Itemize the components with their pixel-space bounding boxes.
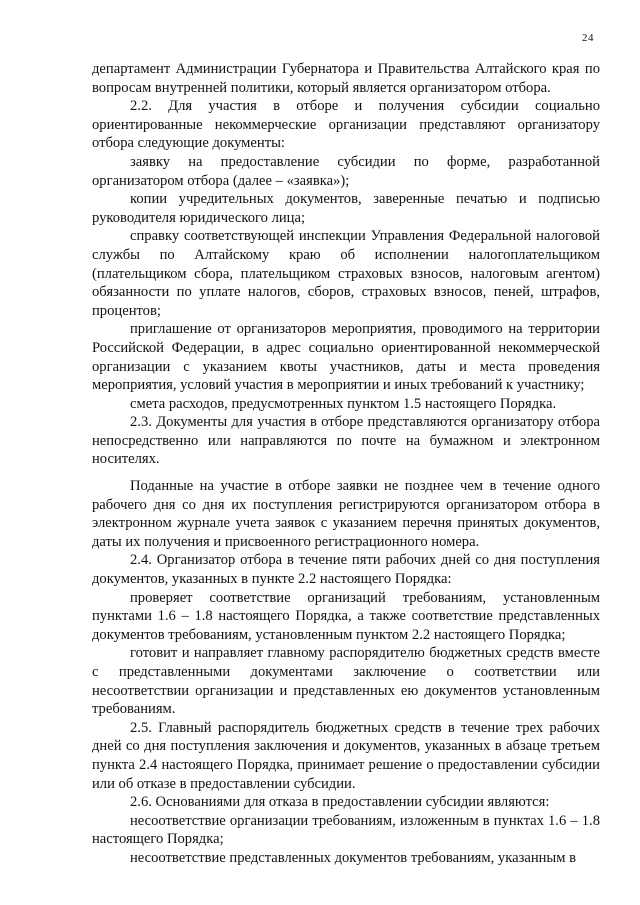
paragraph: несоответствие организации требованиям, изложенным в пунктах 1.6 – 1.8 настоящего Порядка; — [92, 812, 600, 848]
paragraph: смета расходов, предусмотренных пунктом 1.5 настоящего Порядка. — [130, 395, 557, 412]
paragraph: справку соответствующей инспекции Управления Федеральной налоговой службы по Алтайскому краю об исполнении налогоплательщиком (плательщиком сбора, плательщиком страховых взносов, налоговым агентом) обязанности по уплате налогов, сборов, страховых взносов, пеней, штрафов, процентов; — [92, 228, 600, 319]
document-body — [92, 60, 600, 868]
paragraph: приглашение от организаторов мероприятия, проводимого на территории Российской Федерации, в адрес социально ориентированной некоммерческой организации с указанием квоты участников, даты и места проведения мероприятия, условий участия в мероприятии и иных требований к участнику; — [92, 321, 600, 394]
paragraph: готовит и направляет главному распорядителю бюджетных средств вместе с представленными документами заключение о соответствии или несоответствии организации и представленных ею документов установленным требованиям. — [92, 645, 600, 718]
page-number: 24 — [582, 32, 594, 44]
paragraph: проверяет соответствие организаций требованиям, установленным пунктами 1.6 – 1.8 настоящего Порядка, а также соответствие представленных документов требованиям, установленным пунктом 2.2 настоящего Порядка; — [92, 589, 600, 643]
paragraph: заявку на предоставление субсидии по форме, разработанной организатором отбора (далее – «заявка»); — [92, 153, 600, 189]
paragraph: копии учредительных документов, заверенные печатью и подписью руководителя юридического лица; — [92, 191, 600, 226]
paragraph: 2.3. Документы для участия в отборе представляются организатору отбора непосредственно или направляются по почте на бумажном и электронном носителях. — [92, 414, 600, 468]
paragraph: департамент Администрации Губернатора и Правительства Алтайского края по вопросам внутренней политики, который является организатором отбора. — [92, 61, 600, 96]
paragraph: 2.6. Основаниями для отказа в предоставлении субсидии являются: — [130, 794, 550, 811]
paragraph: 2.5. Главный распорядитель бюджетных средств в течение трех рабочих дней со дня поступления заключения и документов, указанных в абзаце третьем пункта 2.4 настоящего Порядка, принимает решение о предоставлении субсидии или об отказе в предоставлении субсидии. — [92, 719, 600, 792]
paragraph: несоответствие представленных документов требованиям, указанным в — [130, 849, 577, 866]
paragraph: Поданные на участие в отборе заявки не позднее чем в течение одного рабочего дня со дня их поступления регистрируются организатором отбора в электронном журнале учета заявок с указанием перечня принятых документов, даты их получения и присвоенного регистрационного номера. — [92, 478, 600, 550]
paragraph: 2.2. Для участия в отборе и получения субсидии социально ориентированные некоммерческие организации представляют организатору отбора следующие документы: — [92, 98, 600, 152]
paragraph: 2.4. Организатор отбора в течение пяти рабочих дней со дня поступления документов, указанных в пункте 2.2 настоящего Порядка: — [92, 552, 600, 588]
